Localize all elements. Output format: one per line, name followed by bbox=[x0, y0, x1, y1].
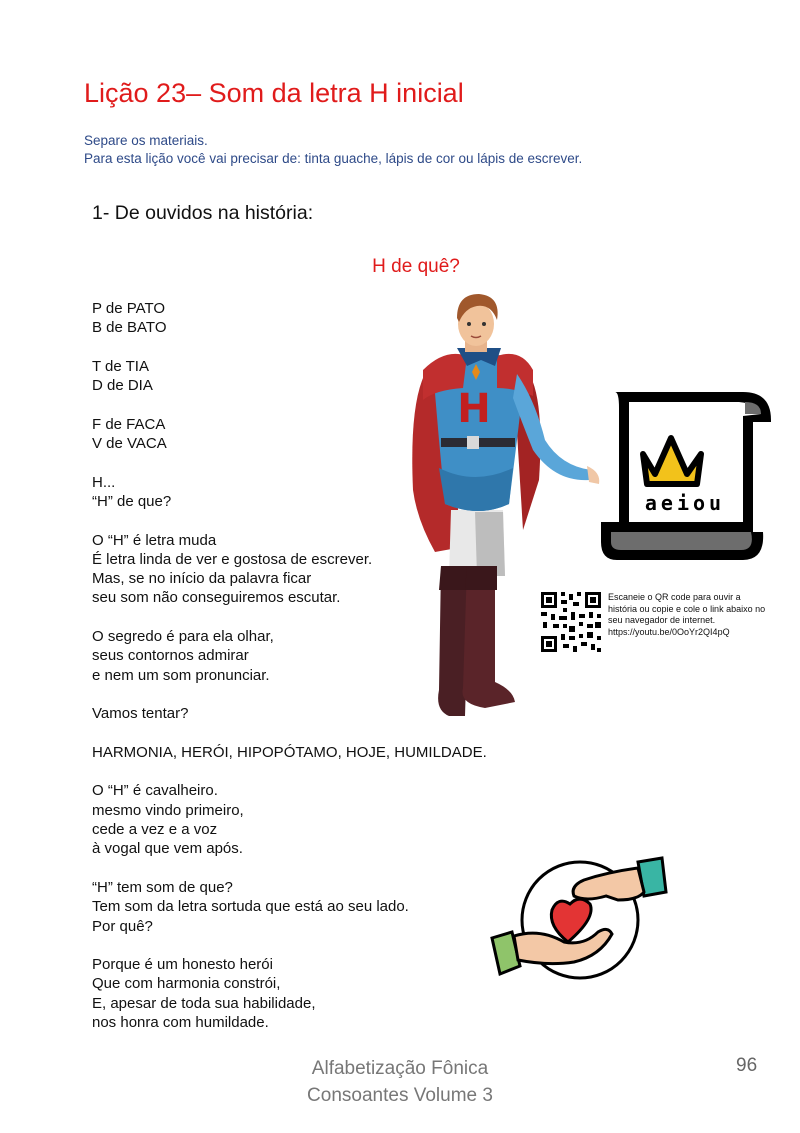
poem-line: O “H” é letra muda bbox=[92, 531, 217, 549]
poem-line: Mas, se no início da palavra ficar bbox=[92, 570, 312, 588]
poem-line: É letra linda de ver e gostosa de escrever. bbox=[92, 550, 373, 568]
poem-line: Por quê? bbox=[92, 917, 153, 935]
lesson-title: Lição 23– Som da letra H inicial bbox=[84, 78, 464, 108]
poem-line: Tem som da letra sortuda que está ao seu lado. bbox=[92, 898, 409, 916]
scroll-text: aeiou bbox=[644, 491, 726, 515]
footer-book-title bbox=[250, 1055, 550, 1109]
poem-line: O segredo é para ela olhar, bbox=[92, 628, 274, 646]
qr-code[interactable] bbox=[539, 590, 603, 654]
qr-link[interactable]: https://youtu.be/0OoYr2QI4pQ bbox=[608, 626, 730, 637]
poem-line: V de VACA bbox=[92, 435, 167, 453]
qr-instructions-text: Escaneie o QR code para ouvir a história ou copie e cole o link abaixo no seu navegador de internet. bbox=[608, 592, 766, 626]
hero-letter: H bbox=[457, 386, 491, 432]
poem-line: cede a vez e a voz bbox=[92, 821, 218, 839]
poem-blank-line bbox=[92, 859, 512, 878]
poem-line: O “H” é cavalheiro. bbox=[92, 782, 218, 800]
poem-line: P de PATO bbox=[92, 300, 166, 317]
poem-line: F de FACA bbox=[92, 415, 166, 433]
poem-line: “H” de que? bbox=[92, 492, 172, 510]
poem-line: D de DIA bbox=[92, 377, 153, 395]
poem-line: Porque é um honesto herói bbox=[92, 956, 273, 974]
poem-line: mesmo vindo primeiro, bbox=[92, 801, 244, 819]
section-title: 1- De ouvidos na história: bbox=[92, 202, 314, 224]
poem-line: seu som não conseguiremos escutar. bbox=[92, 589, 341, 607]
poem-line: Que com harmonia constrói, bbox=[92, 975, 281, 993]
page-number: 96 bbox=[736, 1055, 758, 1076]
hands-heart-icon bbox=[488, 856, 668, 986]
poem-line: HARMONIA, HERÓI, HIPOPÓTAMO, HOJE, HUMILDADE. bbox=[92, 743, 487, 761]
poem-line: H... bbox=[92, 473, 116, 491]
poem-line: B de BATO bbox=[92, 319, 167, 337]
scroll-crown-icon bbox=[593, 382, 781, 568]
poem-line: Vamos tentar? bbox=[92, 705, 189, 723]
poem-line: seus contornos admirar bbox=[92, 647, 249, 665]
materials-line-1: Separe os materiais. bbox=[84, 133, 208, 148]
poem-line: “H” tem som de que? bbox=[92, 878, 233, 896]
prince-hero-illustration bbox=[405, 290, 605, 730]
materials-line-2: Para esta lição você vai precisar de: tinta guache, lápis de cor ou lápis de escrever. bbox=[84, 151, 583, 166]
poem-line: à vogal que vem após. bbox=[92, 840, 243, 858]
materials-note bbox=[84, 132, 582, 168]
footer-line-2: Consoantes Volume 3 bbox=[307, 1085, 493, 1106]
poem-line: nos honra com humildade. bbox=[92, 1013, 269, 1031]
poem-blank-line bbox=[92, 936, 512, 955]
footer-line-1: Alfabetização Fônica bbox=[311, 1058, 489, 1079]
poem-line: E, apesar de toda sua habilidade, bbox=[92, 994, 316, 1012]
poem-line: T de TIA bbox=[92, 357, 149, 375]
poem-blank-line bbox=[92, 762, 512, 781]
story-title: H de quê? bbox=[372, 256, 460, 277]
qr-instructions bbox=[608, 592, 766, 638]
poem-line: e nem um som pronunciar. bbox=[92, 666, 270, 684]
